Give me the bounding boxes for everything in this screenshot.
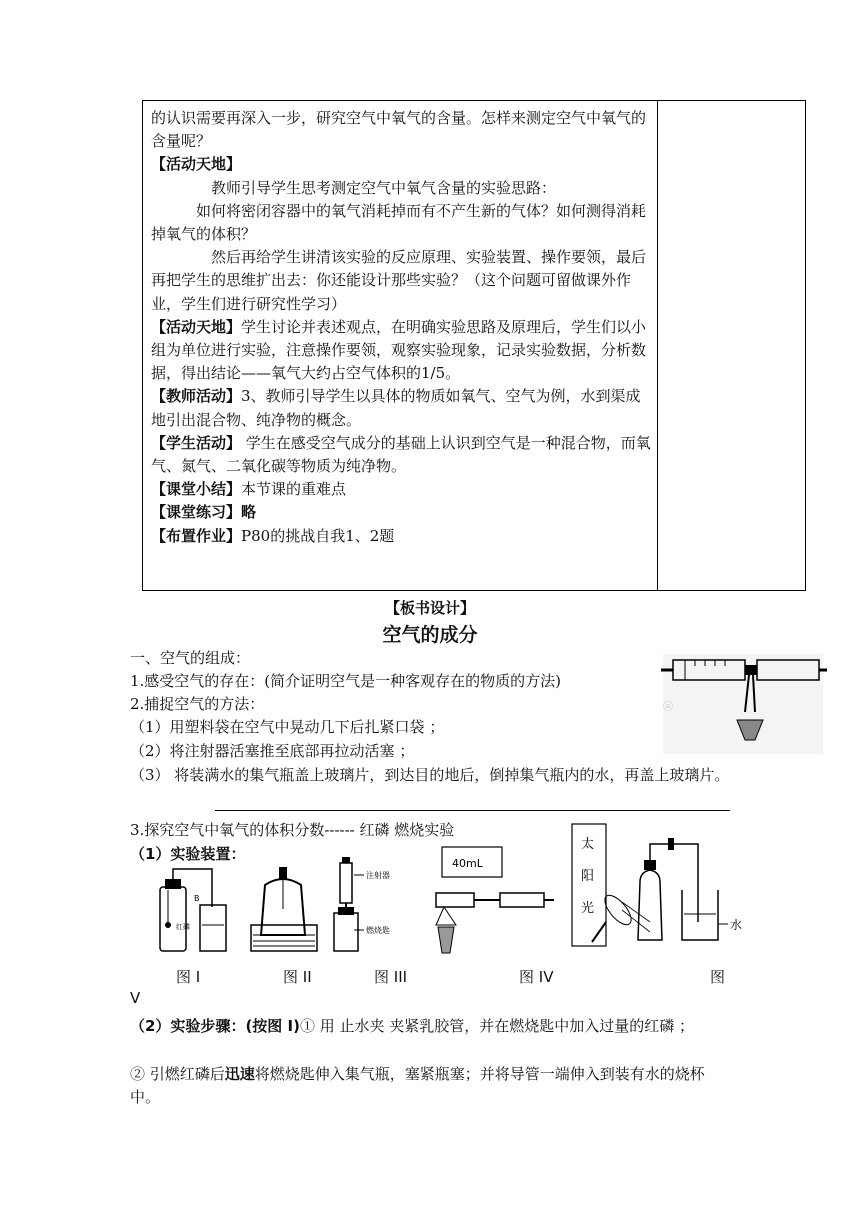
syringe-apparatus-image	[655, 650, 830, 760]
caption-fig-1: 图 I	[176, 968, 201, 986]
label-student-activity: 【学生活动】	[151, 433, 242, 452]
text-teacher-activity: 3、教师引导学生以具体的物质如氧气、空气为例，水到渠成地引出混合物、纯净物的概念。	[151, 387, 641, 429]
table-divider	[657, 101, 658, 590]
lesson-table	[142, 100, 806, 591]
svg-text:B: B	[194, 894, 200, 903]
label-40ml: 40mL	[452, 857, 483, 870]
caption-fig-4: 图 IV	[519, 968, 554, 986]
steps-label: （2）实验步骤：(按图 I)	[130, 1017, 300, 1035]
text-student-activity: 学生在感受空气成分的基础上认识到空气是一种混合物，而氧气、氮气、二氧化碳等物质为纯净物。	[151, 433, 651, 476]
line-feel-air: 1.感受空气的存在：(简介证明空气是一种客观存在的物质的方法)	[130, 672, 562, 690]
svg-text:ⓐ: ⓐ	[663, 702, 673, 713]
text-summary: 本节课的重难点	[241, 480, 347, 499]
paragraph-homework	[151, 525, 651, 548]
paragraph-intro: 的认识需要再深入一步，研究空气中氧气的含量。怎样来测定空气中氧气的含量呢？	[151, 109, 647, 151]
paragraph-student-activity	[151, 432, 651, 478]
figure-2-apparatus	[245, 865, 325, 960]
label-sun-2: 阳	[581, 869, 595, 884]
caption-fig-5-b: V	[130, 989, 141, 1007]
line-explore-oxygen: 3.探究空气中氧气的体积分数------ 红磷 燃烧实验	[130, 821, 455, 839]
caption-fig-5-a: 图	[710, 968, 726, 986]
paragraph-summary	[151, 478, 651, 501]
label-sun-1: 太	[581, 837, 595, 852]
label-summary: 【课堂小结】	[151, 480, 242, 499]
figure-3-apparatus	[330, 855, 415, 960]
label-sun-3: 光	[581, 901, 595, 916]
paragraph-teacher-guide: 教师引导学生思考测定空气中氧气含量的实验思路：	[211, 178, 557, 197]
caption-fig-3: 图 III	[374, 968, 408, 986]
label-practice: 【课堂练习】	[151, 503, 242, 522]
label-water: 水	[730, 918, 743, 932]
figure-4-apparatus	[430, 845, 560, 960]
label-syringe: 注射器	[366, 871, 390, 880]
text-homework: P80的挑战自我1、2题	[241, 526, 395, 545]
board-title: 空气的成分	[382, 624, 478, 646]
svg-text:红磷: 红磷	[176, 923, 190, 931]
line-capture-air: 2.捕捉空气的方法：	[130, 695, 265, 713]
line-method-1: （1）用塑料袋在空气中晃动几下后扎紧口袋 ；	[130, 718, 445, 736]
text-practice: 略	[241, 503, 257, 522]
figure-5-apparatus	[570, 822, 750, 957]
label-homework: 【布置作业】	[151, 526, 242, 545]
paragraph-activity-2	[151, 316, 651, 386]
paragraph-teacher-activity	[151, 385, 651, 431]
steps-paragraph-1	[130, 1015, 730, 1038]
step-2-emphasis: 迅速	[224, 1065, 255, 1083]
figure-1-apparatus	[150, 865, 230, 960]
table-content-cell	[151, 107, 651, 548]
paragraph-practice	[151, 501, 651, 524]
text-activity-2: 学生讨论并表述观点，在明确实验思路及原理后，学生们以小组为单位进行实验，注意操作要领，观察实验现象，记录实验数据，分析数据，得出结论——氧气大约占空气体积的1/5。	[151, 317, 647, 383]
step-2-text-c: 将燃烧匙伸入集气瓶，塞紧瓶塞；并将导管一端伸入到装有水的烧杯中。	[130, 1065, 705, 1106]
horizontal-rule	[215, 810, 730, 811]
steps-paragraph-2	[130, 1063, 730, 1109]
caption-fig-2: 图 II	[283, 968, 312, 986]
step-1-text: ① 用 止水夹 夹紧乳胶管，并在燃烧匙中加入过量的红磷 ；	[299, 1017, 695, 1035]
line-apparatus: （1）实验装置：	[130, 845, 246, 863]
label-spoon: 燃烧匙	[366, 926, 390, 935]
label-teacher-activity: 【教师活动】	[151, 387, 242, 406]
paragraph-question: 如何将密闭容器中的氧气消耗掉而有不产生新的气体？如何测得消耗掉氧气的体积？	[151, 201, 647, 244]
heading-activity-1: 【活动天地】	[151, 155, 242, 174]
board-heading: 【板书设计】	[384, 599, 475, 617]
paragraph-explain: 然后再给学生讲清该实验的反应原理、实验装置、操作要领，最后再把学生的思维扩出去：你还能设计那些实验？（这个问题可留做课外作业，学生们进行研究性学习）	[151, 248, 647, 313]
line-method-2: （2）将注射器活塞推至底部再拉动活塞 ；	[130, 742, 415, 760]
line-method-3: （3） 将装满水的集气瓶盖上玻璃片，到达目的地后，倒掉集气瓶内的水，再盖上玻璃片。	[130, 766, 730, 784]
label-activity-2: 【活动天地】	[151, 317, 242, 336]
step-2-text-a: ② 引燃红磷后	[130, 1065, 225, 1083]
line-composition: 一、空气的组成：	[130, 649, 251, 667]
